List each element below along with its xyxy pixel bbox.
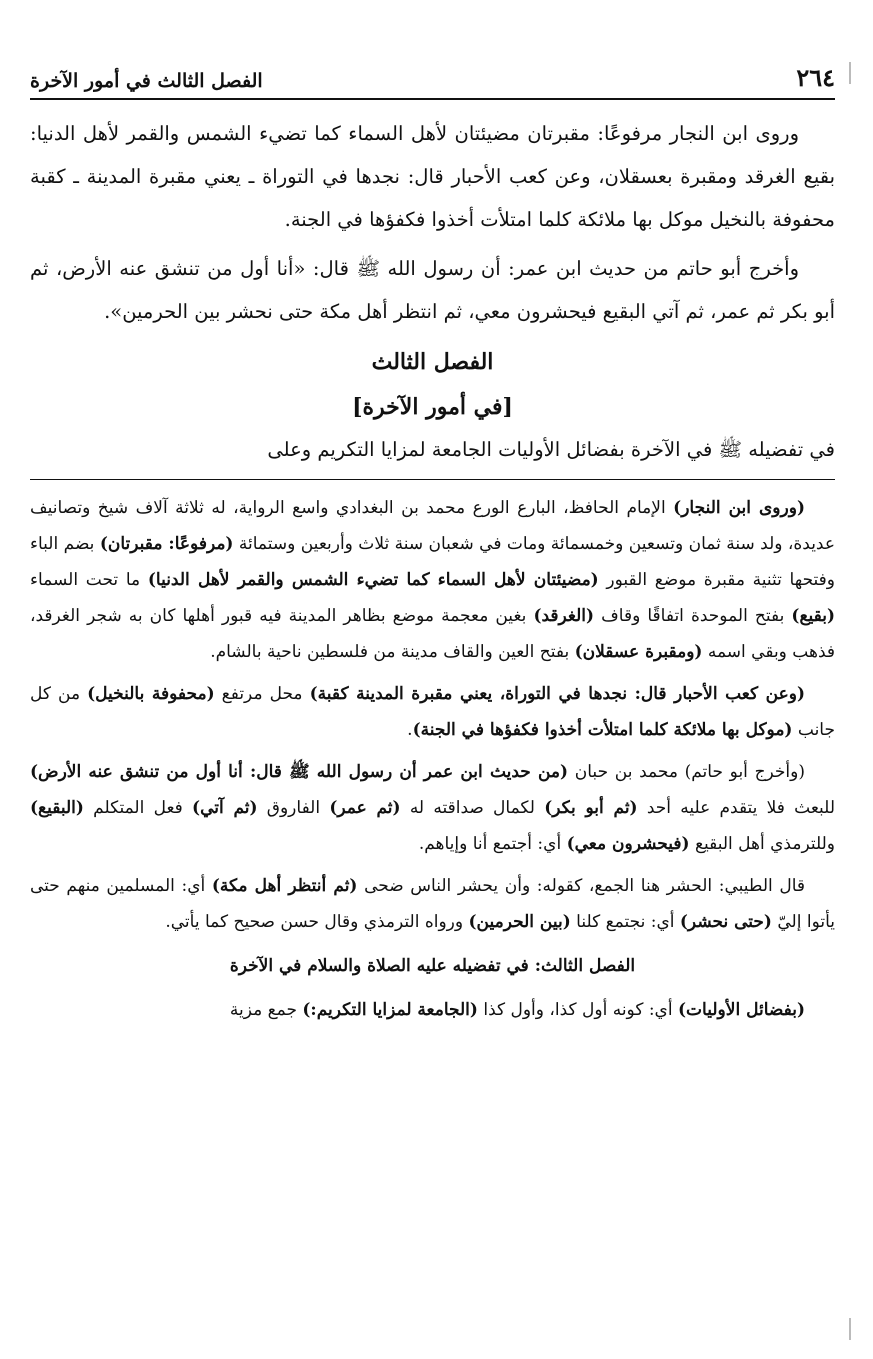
page-header	[30, 48, 835, 100]
commentary-lemma: (من حديث ابن عمر أن رسول الله ﷺ قال: أنا أول من تنشق عنه الأرض)	[30, 762, 569, 782]
commentary-text: للبعث فلا يتقدم عليه أحد	[637, 798, 835, 818]
running-title: الفصل الثالث في أمور الآخرة	[30, 70, 263, 92]
commentary-lemma: (موكل بها ملائكة كلما امتلأت أخذوا فكفؤها في الجنة)	[412, 720, 793, 740]
commentary-paragraph	[30, 676, 835, 748]
chapter-title: الفصل الثالث	[371, 349, 494, 375]
commentary-lemma: (ثم أبو بكر)	[544, 798, 638, 818]
commentary-text: قال الطيبي: الحشر هنا الجمع، كقوله: وأن يحشر الناس ضحى	[357, 876, 805, 896]
page-number: ٢٦٤	[796, 63, 835, 92]
commentary-paragraph	[30, 490, 835, 670]
commentary-paragraph	[30, 992, 835, 1028]
commentary-lemma: (بفضائل الأوليات)	[678, 1000, 805, 1020]
commentary-text: (وأخرج أبو حاتم) محمد بن حبان	[568, 762, 805, 782]
commentary-text: بفتح العين والقاف مدينة من فلسطين ناحية بالشام.	[210, 642, 575, 662]
commentary-text: أي: كونه أول كذا، وأول كذا	[477, 1000, 678, 1020]
book-page	[30, 48, 835, 1034]
commentary-text: محل مرتفع	[214, 684, 310, 704]
commentary-text: وللترمذي أهل البقيع	[689, 834, 835, 854]
commentary-text: أي: نجتمع كلنا	[570, 912, 680, 932]
commentary-text: الفاروق	[257, 798, 330, 818]
commentary-lemma: (بقيع)	[791, 606, 836, 626]
commentary-text: أي: المسلمين منهم حتى يأتوا إليّ	[30, 876, 835, 932]
commentary-lemma: (وعن كعب الأحبار قال: نجدها في التوراة، يعني مقبرة المدينة كقبة)	[309, 684, 805, 704]
commentary-text: الإمام الحافظ، البارع الورع محمد بن البغدادي واسع الرواية، له ثلاثة آلاف شيخ وتصانيف عديدة، ولد سنة ثمان وتسعين وخمسمائة ومات في شعبان سنة ثلاث وأربعين وستمائة	[30, 498, 835, 554]
commentary-lemma: (مضيئتان لأهل السماء كما تضيء الشمس والقمر لأهل الدنيا)	[147, 570, 599, 590]
main-text	[30, 112, 835, 333]
commentary-text: .	[407, 720, 413, 740]
commentary-lemma: (الجامعة لمزايا التكريم:)	[302, 1000, 478, 1020]
commentary-text: بغين معجمة موضع بظاهر المدينة فيه قبور أهلها كان به شجر الغرقد، فذهب وبقي اسمه	[30, 606, 835, 662]
commentary-lemma: (مرفوعًا: مقبرتان)	[99, 534, 234, 554]
commentary-lemma: (حتى نحشر)	[679, 912, 772, 932]
commentary-lemma: (بين الحرمين)	[468, 912, 571, 932]
chapter-subtitle: [في أمور الآخرة]	[352, 394, 513, 420]
commentary-lemma: (الغرقد)	[533, 606, 595, 626]
commentary-text: ما تحت السماء	[30, 570, 148, 590]
commentary-text: بفتح الموحدة اتفاقًا وقاف	[594, 606, 792, 626]
commentary-text: من كل جانب	[30, 684, 835, 740]
commentary	[30, 490, 835, 1028]
commentary-paragraph	[30, 868, 835, 940]
footnote-separator	[30, 479, 835, 480]
commentary-text: بضم الباء وفتحها تثنية مقبرة موضع القبور	[30, 534, 836, 590]
commentary-text: فعل المتكلم	[83, 798, 193, 818]
commentary-section-heading: الفصل الثالث: في تفضيله عليه الصلاة والسلام في الآخرة	[229, 956, 636, 976]
commentary-text: جمع مزية	[229, 1000, 303, 1020]
page-edge-mark	[849, 62, 851, 84]
commentary-lemma: (ثم آتي)	[192, 798, 258, 818]
commentary-lemma: (ثم عمر)	[329, 798, 401, 818]
main-paragraph: وروى ابن النجار مرفوعًا: مقبرتان مضيئتان لأهل السماء كما تضيء الشمس والقمر لأهل الدنيا: بقيع الغرقد ومقبرة بعسقلان، وعن كعب الأحبار قال: نجدها في التوراة ـ يعني مقبرة المدينة ـ كقبة محفوفة بالنخيل موكل بها ملائكة كلما امتلأت أخذوا فكفؤها في الجنة.	[30, 122, 835, 231]
page-edge-mark-bottom	[849, 1318, 851, 1340]
commentary-paragraph	[30, 754, 835, 862]
main-paragraph: وأخرج أبو حاتم من حديث ابن عمر: أن رسول الله ﷺ قال: «أنا أول من تنشق عنه الأرض، ثم أبو بكر ثم عمر، ثم آتي البقيع فيحشرون معي، ثم انتظر أهل مكة حتى نحشر بين الحرمين».	[30, 257, 835, 323]
commentary-lemma: (وروى ابن النجار)	[673, 498, 805, 518]
commentary-lemma: (البقيع)	[30, 798, 84, 818]
commentary-lemma: (ثم أنتظر أهل مكة)	[211, 876, 358, 896]
commentary-text: لكمال صداقته له	[400, 798, 545, 818]
commentary-lemma: (ومقبرة عسقلان)	[574, 642, 703, 662]
chapter-intro: في تفضيله ﷺ في الآخرة بفضائل الأوليات الجامعة لمزايا التكريم وعلى	[267, 438, 835, 461]
commentary-lemma: (محفوفة بالنخيل)	[87, 684, 215, 704]
commentary-text: أي: أجتمع أنا وإياهم.	[418, 834, 567, 854]
commentary-lemma: (فيحشرون معي)	[566, 834, 690, 854]
commentary-text: ورواه الترمذي وقال حسن صحيح كما يأتي.	[165, 912, 469, 932]
